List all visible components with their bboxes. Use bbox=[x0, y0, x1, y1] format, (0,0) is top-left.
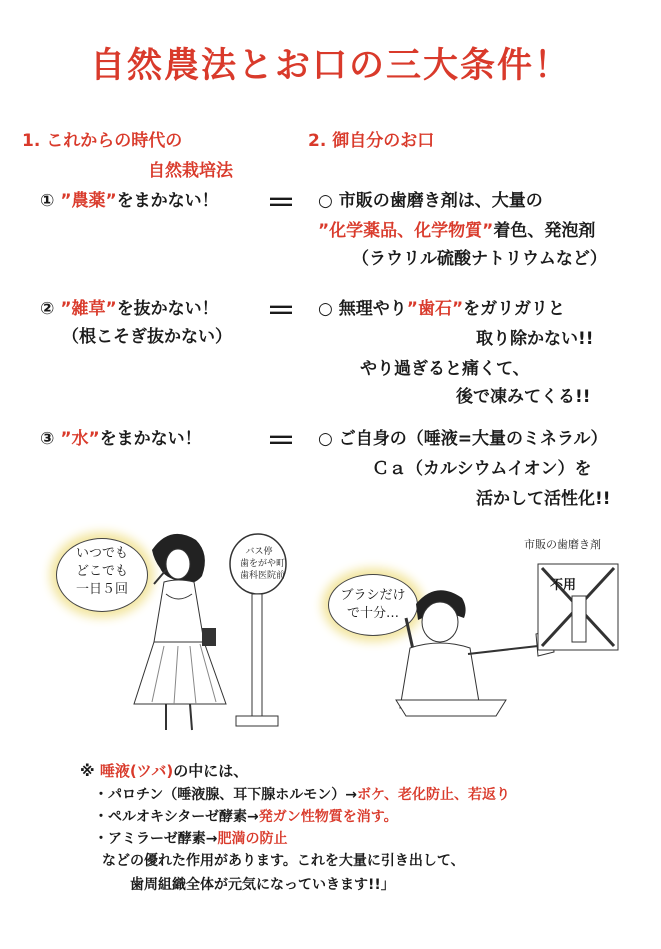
row3-keyword: ”水” bbox=[60, 429, 100, 449]
notes-item-2-text: ・ペルオキシターゼ酵素→ bbox=[94, 809, 259, 825]
bubble-right-line1: ブラシだけ bbox=[340, 588, 406, 603]
right-column-heading: 2. 御自分のお口 bbox=[308, 131, 435, 151]
bus-stop-sign-text bbox=[240, 546, 286, 582]
notes-closing-highlight: 歯周組織全体が元気になっていきます!!」 bbox=[130, 877, 395, 893]
box-label: 不用 bbox=[550, 578, 577, 593]
illustration-woman-bus-stop bbox=[40, 520, 300, 740]
row2-equals: ＝ bbox=[266, 294, 296, 329]
illustration-refusing-toothpaste bbox=[310, 530, 640, 730]
notes-item-1-effect: ボケ、老化防止、若返り bbox=[357, 787, 511, 803]
bubble-left-line2: どこでも bbox=[75, 564, 128, 579]
row2-right-text-b: をガリガリと bbox=[463, 299, 565, 319]
row1-right-keyword: ”化学薬品、化学物質” bbox=[318, 221, 494, 241]
toothpaste-caption: 市販の歯磨き剤 bbox=[524, 538, 601, 551]
bubble-left-line3: 一日５回 bbox=[75, 582, 128, 597]
row2-right-line3: やり過ぎると痛くて、 bbox=[360, 359, 530, 379]
row1-right-line1: ○ 市販の歯磨き剤は、大量の bbox=[318, 191, 543, 211]
row2-number: ② bbox=[40, 299, 55, 319]
row1-equals: ＝ bbox=[266, 186, 296, 221]
row1-right-line3: （ラウリル硫酸ナトリウムなど） bbox=[352, 249, 607, 269]
notes-heading bbox=[80, 760, 248, 781]
row2-right-text-a: ○ 無理やり bbox=[318, 299, 407, 319]
row2-left-line2: （根こそぎ抜かない） bbox=[62, 327, 232, 347]
page-title: 自然農法とお口の三大条件！ bbox=[89, 46, 571, 86]
left-column-heading: 1. これからの時代の bbox=[22, 131, 183, 151]
left-column-subheading: 自然栽培法 bbox=[148, 161, 233, 181]
bubble-right-line2: で十分… bbox=[346, 606, 399, 621]
row1-right-line2 bbox=[318, 216, 595, 241]
row3-left-text: をまかない！ bbox=[99, 429, 202, 449]
row3-right-line2: Ｃａ（カルシウムイオン）を bbox=[372, 459, 592, 479]
row2-keyword: ”雑草” bbox=[60, 299, 117, 319]
row1-keyword: ”農薬” bbox=[60, 191, 117, 211]
sign-line2: 歯をがや町 bbox=[240, 559, 286, 569]
row2-left bbox=[40, 294, 219, 319]
row1-left bbox=[40, 186, 219, 211]
notes-item-1-text: ・パロチン（唾液腺、耳下腺ホルモン）→ bbox=[94, 787, 358, 803]
row3-equals: ＝ bbox=[266, 424, 296, 459]
row2-right-line1 bbox=[318, 294, 565, 319]
row2-right-line2: 取り除かない!! bbox=[476, 329, 594, 349]
notes-item-1 bbox=[94, 784, 510, 804]
notes-heading-text: の中には、 bbox=[173, 762, 249, 780]
row3-right-line1: ○ ご自身の（唾液=大量のミネラル） bbox=[318, 429, 608, 449]
sign-line3: 歯科医院前 bbox=[240, 571, 286, 581]
row3-left bbox=[40, 424, 202, 449]
notes-heading-keyword: 唾液(ツバ) bbox=[99, 762, 174, 780]
notes-item-2 bbox=[94, 806, 398, 826]
notes-mark: ※ bbox=[80, 762, 95, 780]
row1-number: ① bbox=[40, 191, 55, 211]
row3-number: ③ bbox=[40, 429, 55, 449]
person-drawing bbox=[310, 530, 640, 730]
notes-item-3 bbox=[94, 828, 287, 848]
notes-item-3-text: ・アミラーゼ酵素→ bbox=[94, 831, 218, 847]
row2-left-text: を抜かない！ bbox=[116, 299, 219, 319]
row3-right-line3: 活かして活性化!! bbox=[476, 489, 611, 509]
row1-left-text: をまかない！ bbox=[116, 191, 219, 211]
notes-item-2-effect: 発ガン性物質を消す。 bbox=[258, 809, 398, 825]
bubble-left-line1: いつでも bbox=[75, 546, 128, 561]
row2-right-line4: 後で凍みてくる!! bbox=[456, 387, 591, 407]
sign-line1: バス停 bbox=[245, 547, 273, 557]
row2-right-keyword: ”歯石” bbox=[406, 299, 464, 319]
row1-right-line2-text: 着色、発泡剤 bbox=[493, 221, 596, 241]
notes-closing: などの優れた作用があります。これを大量に引き出して、 bbox=[102, 853, 465, 869]
notes-item-3-effect: 肥満の防止 bbox=[217, 831, 288, 847]
